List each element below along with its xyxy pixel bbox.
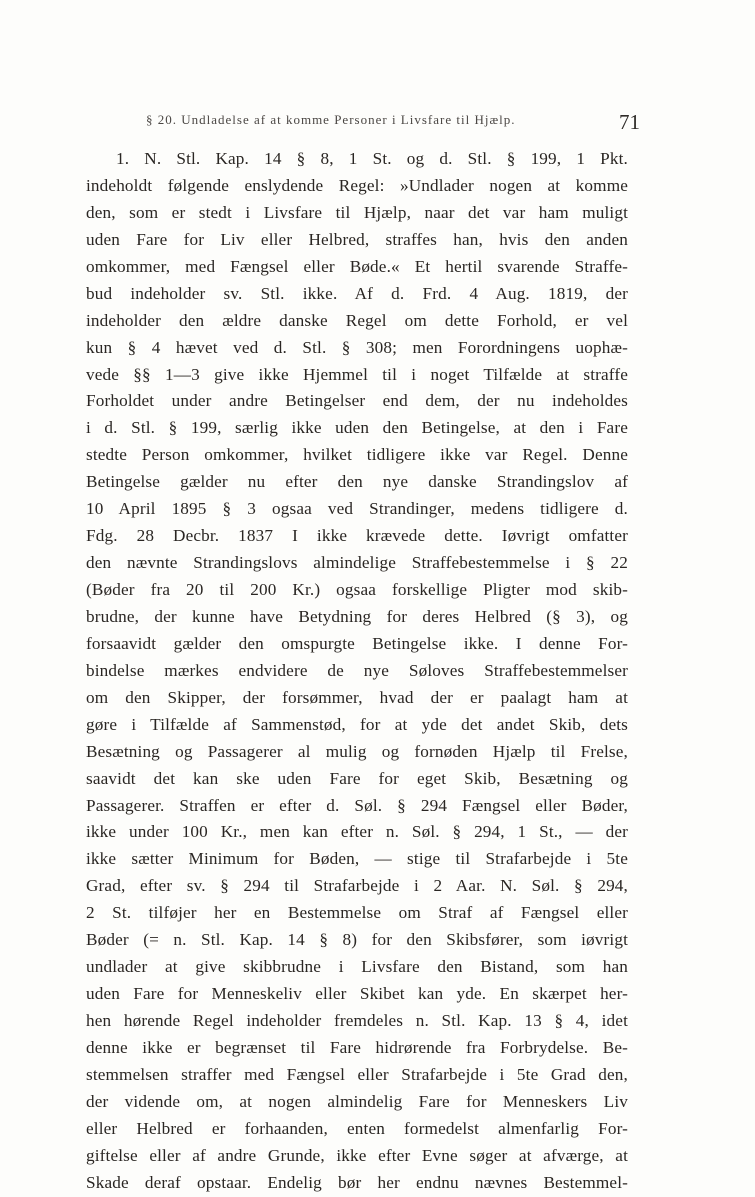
text-line: (Bøder fra 20 til 200 Kr.) ogsaa forskellige Pligter mod skib- <box>86 580 628 599</box>
text-line: stemmelsen straffer med Fængsel eller Strafarbejde i 5te Grad den, <box>86 1064 628 1084</box>
text-line: ikke under 100 Kr., men kan efter n. Søl. § 294, 1 St., — der <box>86 822 628 842</box>
text-line: 1. N. Stl. Kap. 14 § 8, 1 St. og d. Stl. § 199, 1 Pkt. <box>116 149 628 168</box>
text-line: Forholdet under andre Betingelser end dem, der nu indeholdes <box>86 391 628 411</box>
text-line: uden Fare for Liv eller Helbred, straffes han, hvis den anden <box>86 229 628 249</box>
text-line: Fdg. 28 Decbr. 1837 I ikke krævede dette. Iøvrigt omfatter <box>86 526 628 546</box>
text-line: den, som er stedt i Livsfare til Hjælp, naar det var ham muligt <box>86 202 628 222</box>
text-line: indeholdt følgende enslydende Regel: »Undlader nogen at komme <box>86 175 628 195</box>
text-line: bud indeholder sv. Stl. ikke. Af d. Frd. 4 Aug. 1819, der <box>86 283 628 303</box>
text-line: stedte Person omkommer, hvilket tidligere ikke var Regel. Denne <box>86 445 628 465</box>
text-line: uden Fare for Menneskeliv eller Skibet kan yde. En skærpet her- <box>86 984 628 1004</box>
running-head <box>110 112 640 136</box>
text-line: 2 St. tilføjer her en Bestemmelse om Straf af Fængsel eller <box>86 903 628 923</box>
text-line: giftelse eller af andre Grunde, ikke efter Evne søger at afværge, at <box>86 1145 628 1165</box>
text-line: Besætning og Passagerer al mulig og fornøden Hjælp til Frelse, <box>86 741 628 761</box>
text-line: Bøder (= n. Stl. Kap. 14 § 8) for den Skibsfører, som iøvrigt <box>86 930 628 950</box>
text-line: forsaavidt gælder den omspurgte Betingelse ikke. I denne For- <box>86 633 628 653</box>
text-line: ikke sætter Minimum for Bøden, — stige til Strafarbejde i 5te <box>86 849 628 869</box>
text-line: vede §§ 1—3 give ikke Hjemmel til i noget Tilfælde at straffe <box>86 364 628 384</box>
text-line: undlader at give skibbrudne i Livsfare den Bistand, som han <box>86 957 628 977</box>
text-line: denne ikke er begrænset til Fare hidrørende fra Forbrydelse. Be- <box>86 1037 628 1057</box>
text-line: Grad, efter sv. § 294 til Strafarbejde i 2 Aar. N. Søl. § 294, <box>86 876 628 896</box>
text-line: i d. Stl. § 199, særlig ikke uden den Betingelse, at den i Fare <box>86 418 628 438</box>
text-line: Betingelse gælder nu efter den nye danske Strandingslov af <box>86 472 628 492</box>
running-head-title: § 20. Undladelse af at komme Personer i Livsfare til Hjælp. <box>146 112 516 127</box>
body-text <box>86 146 628 1197</box>
text-line: omkommer, med Fængsel eller Bøde.« Et hertil svarende Straffe- <box>86 256 628 276</box>
text-line: eller Helbred er forhaanden, enten formedelst almenfarlig For- <box>86 1118 628 1138</box>
text-line: brudne, der kunne have Betydning for deres Helbred (§ 3), og <box>86 606 628 626</box>
text-line: gøre i Tilfælde af Sammenstød, for at yde det andet Skib, dets <box>86 714 628 734</box>
text-line: om den Skipper, der forsømmer, hvad der er paalagt ham at <box>86 687 628 707</box>
text-line: den nævnte Strandingslovs almindelige Straffebestemmelse i § 22 <box>86 553 628 573</box>
text-line: saavidt det kan ske uden Fare for eget Skib, Besætning og <box>86 768 628 788</box>
text-line: der vidende om, at nogen almindelig Fare for Menneskers Liv <box>86 1091 628 1111</box>
text-line: 10 April 1895 § 3 ogsaa ved Strandinger, medens tidligere d. <box>86 499 628 519</box>
text-line: hen hørende Regel indeholder fremdeles n. Stl. Kap. 13 § 4, idet <box>86 1011 628 1030</box>
text-line: Skade deraf opstaar. Endelig bør her endnu nævnes Bestemmel- <box>86 1172 628 1192</box>
text-line: kun § 4 hævet ved d. Stl. § 308; men Forordningens uophæ- <box>86 337 628 357</box>
text-line: bindelse mærkes endvidere de nye Søloves Straffebestemmelser <box>86 660 628 680</box>
text-line: indeholder den ældre danske Regel om dette Forhold, er vel <box>86 310 628 330</box>
page-number: 71 <box>619 110 640 134</box>
text-line: Passagerer. Straffen er efter d. Søl. § 294 Fængsel eller Bøder, <box>86 795 628 815</box>
